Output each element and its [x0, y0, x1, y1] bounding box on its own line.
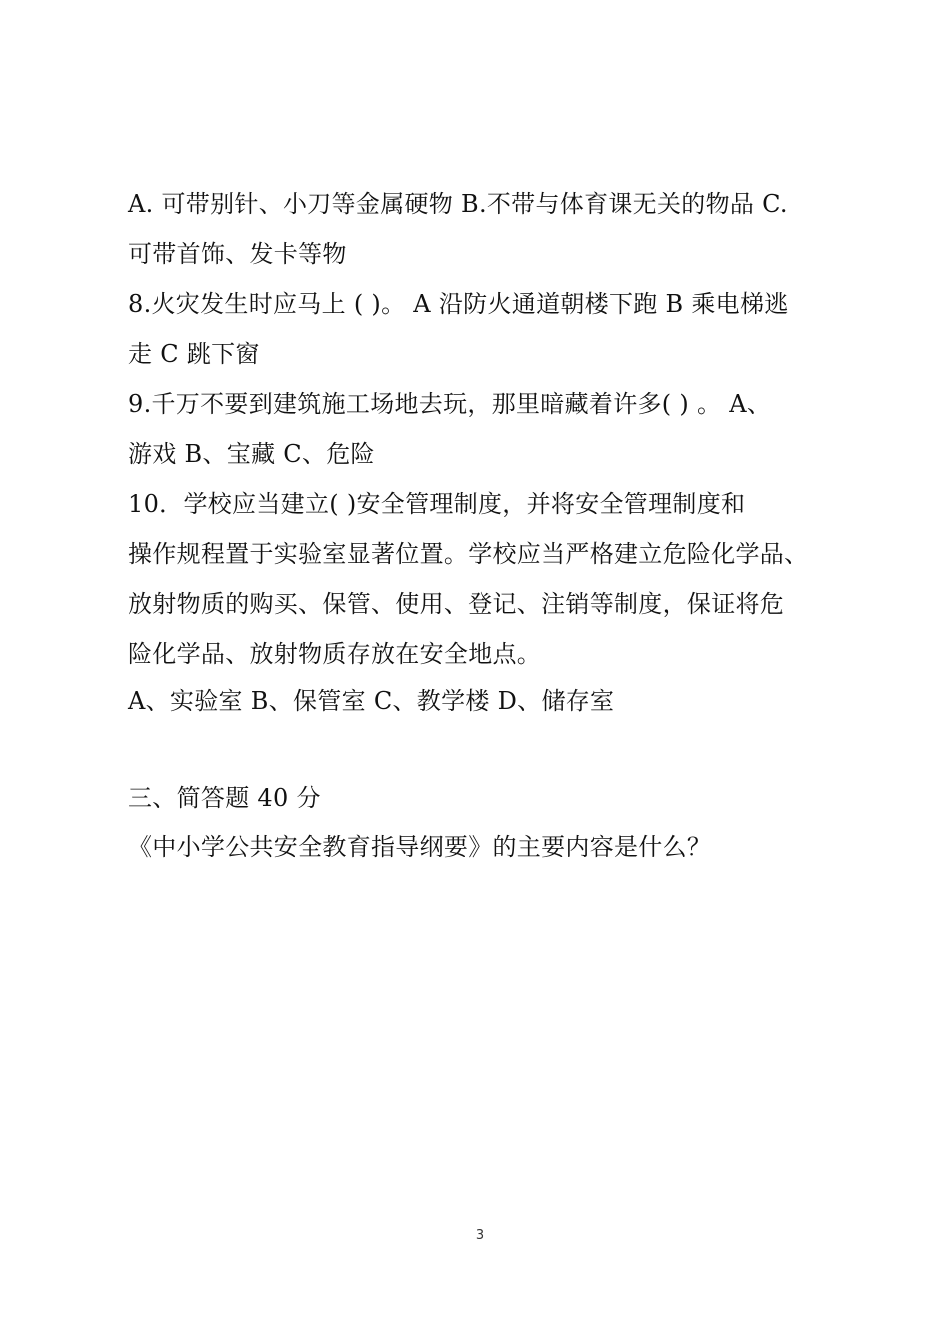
page-number: 3 — [475, 1228, 485, 1243]
section-heading: 三、简答题 40 分 — [128, 784, 321, 812]
q10-options-line: A、实验室 B、保管室 C、教学楼 D、储存室 — [128, 687, 615, 715]
q7-options-line-2: 可带首饰、发卡等物 — [128, 240, 347, 268]
q10-line-4: 险化学品、放射物质存放在安全地点。 — [128, 640, 542, 668]
q10-line-2: 操作规程置于实验室显著位置。学校应当严格建立危险化学品、 — [128, 540, 809, 568]
short-answer-question: 《中小学公共安全教育指导纲要》的主要内容是什么？ — [128, 833, 712, 861]
q8-line-2: 走 C 跳下窗 — [128, 340, 260, 368]
q7-options-line-1: A. 可带别针、小刀等金属硬物 B.不带与体育课无关的物品 C. — [128, 190, 788, 218]
q9-line-2: 游戏 B、宝藏 C、危险 — [128, 440, 375, 468]
q9-line-1: 9.千万不要到建筑施工场地去玩，那里暗藏着许多( ) 。 A、 — [128, 390, 772, 418]
q8-line-1: 8.火灾发生时应马上 ( )。 A 沿防火通道朝楼下跑 B 乘电梯逃 — [128, 290, 789, 318]
q10-line-3: 放射物质的购买、保管、使用、登记、注销等制度，保证将危 — [128, 590, 785, 618]
q10-line-1: 10．学校应当建立( )安全管理制度，并将安全管理制度和 — [128, 490, 746, 518]
